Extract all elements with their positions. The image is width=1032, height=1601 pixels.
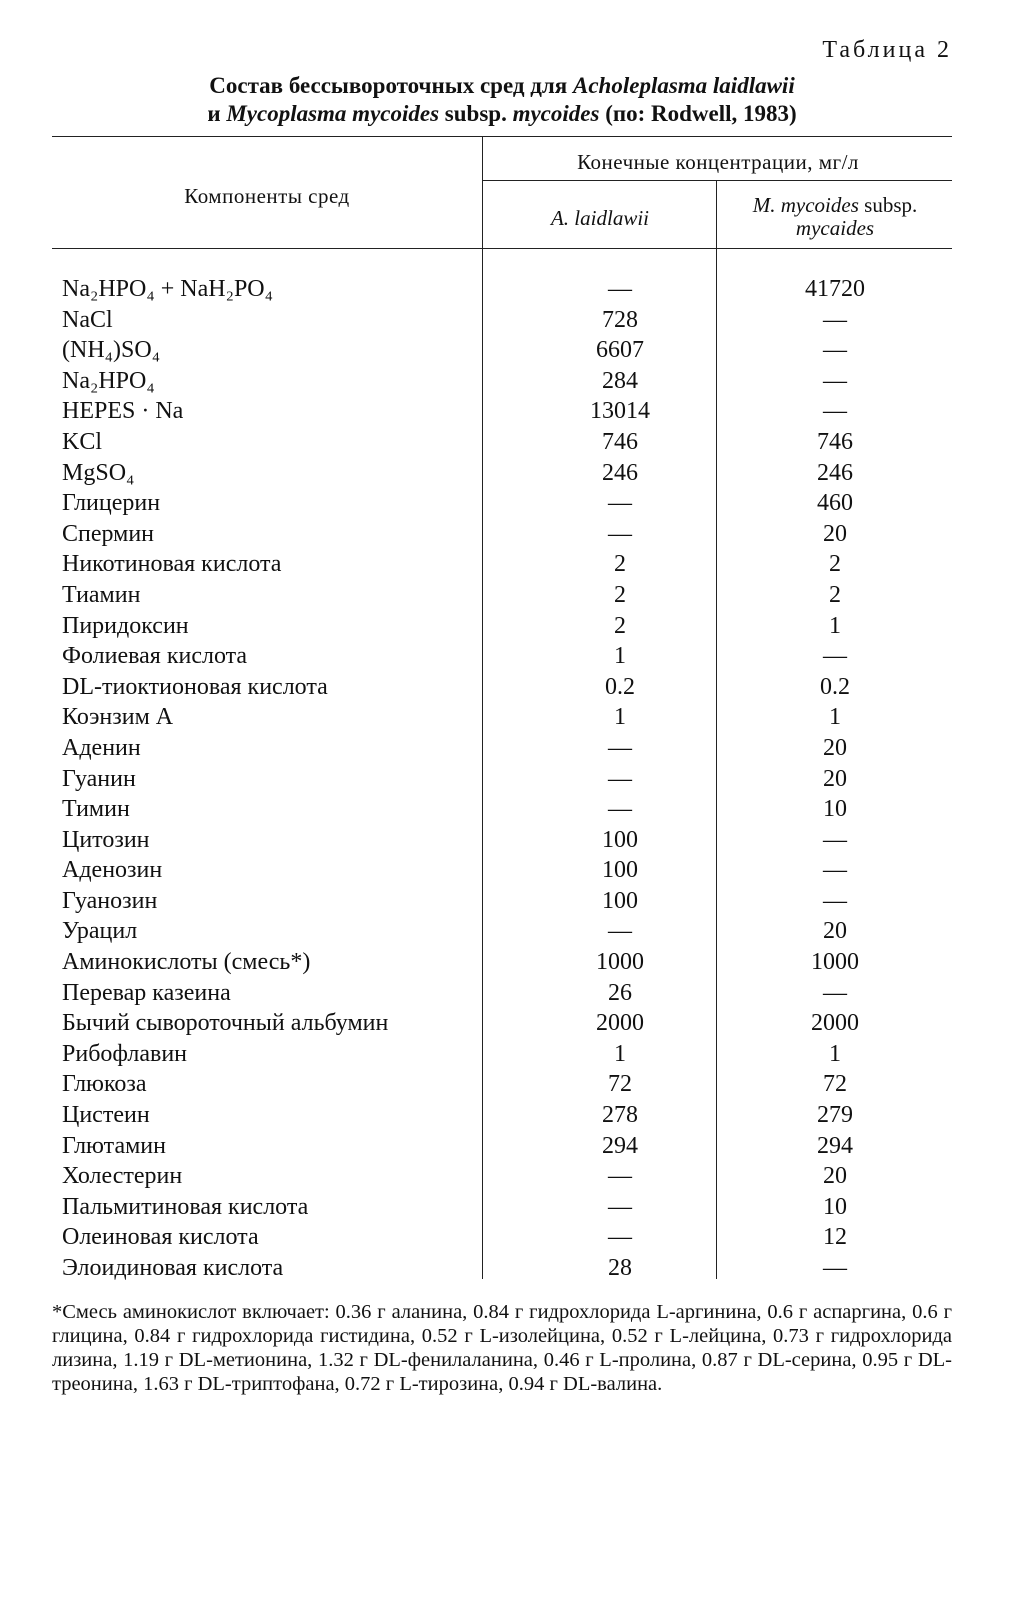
caption-line-1 xyxy=(52,72,952,100)
a-laidlawii-value: 100 xyxy=(602,887,638,914)
table-number: Таблица 2 xyxy=(822,37,952,63)
m-mycoides-value: — xyxy=(823,857,847,884)
m-mycoides-value: 10 xyxy=(823,1193,847,1220)
caption-species-m: Mycoplasma mycoides xyxy=(226,101,440,126)
component-name: Гуанозин xyxy=(62,887,158,914)
table-row xyxy=(52,916,952,947)
m-mycoides-value: 2 xyxy=(829,551,841,578)
m-mycoides-value: 746 xyxy=(817,428,853,455)
m-mycoides-value: 72 xyxy=(823,1071,847,1098)
a-laidlawii-value: 0.2 xyxy=(605,673,635,700)
component-name: Гуанин xyxy=(62,765,136,792)
table-row xyxy=(52,978,952,1009)
component-name: Рибофлавин xyxy=(62,1040,188,1067)
table-top-rule xyxy=(52,136,952,137)
component-name: Спермин xyxy=(62,520,155,547)
m-mycoides-value: 246 xyxy=(817,459,853,486)
caption-species-a: Acholeplasma laidlawii xyxy=(573,73,795,98)
caption-subspecies: mycoides xyxy=(512,101,600,126)
component-name: Глюкоза xyxy=(62,1071,147,1098)
header-m-line-2 xyxy=(718,217,952,240)
component-name: (NH₄)SO₄ xyxy=(62,337,161,364)
header-sub-rule xyxy=(482,180,952,181)
m-mycoides-value: 20 xyxy=(823,1163,847,1190)
component-name: Пальмитиновая кислота xyxy=(62,1193,309,1220)
component-name: Бычий сывороточный альбумин xyxy=(62,1010,389,1037)
table-row xyxy=(52,1253,952,1284)
m-mycoides-value: — xyxy=(823,306,847,333)
m-mycoides-value: — xyxy=(823,643,847,670)
header-bottom-rule xyxy=(52,248,952,249)
component-name: Перевар казеина xyxy=(62,979,231,1006)
a-laidlawii-value: 2 xyxy=(614,612,626,639)
caption-text: subsp. xyxy=(439,101,513,126)
table-row xyxy=(52,488,952,519)
caption-text: Состав бессывороточных сред для xyxy=(209,73,573,98)
m-mycoides-value: 20 xyxy=(823,918,847,945)
m-mycoides-value: 460 xyxy=(817,490,853,517)
m-mycoides-value: — xyxy=(823,826,847,853)
header-a-laidlawii: A. laidlawii xyxy=(550,206,649,230)
table-row xyxy=(52,1069,952,1100)
m-mycoides-value: — xyxy=(823,398,847,425)
m-mycoides-value: 20 xyxy=(823,765,847,792)
a-laidlawii-value: 246 xyxy=(602,459,638,486)
table-row xyxy=(52,672,952,703)
table-row xyxy=(52,611,952,642)
component-name: Олеиновая кислота xyxy=(62,1224,259,1251)
header-final-concentrations: Конечные концентрации, мг/л xyxy=(577,150,859,174)
table-row xyxy=(52,580,952,611)
a-laidlawii-value: 13014 xyxy=(590,398,650,425)
component-name: Урацил xyxy=(62,918,138,945)
a-laidlawii-value: 284 xyxy=(602,367,638,394)
component-name: KCl xyxy=(62,428,103,455)
table-body xyxy=(52,274,952,1284)
header-m-mycoides xyxy=(718,194,952,240)
component-name: Коэнзим A xyxy=(62,704,174,731)
table-row xyxy=(52,458,952,489)
a-laidlawii-value: 100 xyxy=(602,857,638,884)
component-name: Пиридоксин xyxy=(62,612,189,639)
table-row xyxy=(52,825,952,856)
table-row xyxy=(52,1192,952,1223)
m-mycoides-value: 2 xyxy=(829,581,841,608)
a-laidlawii-value: 294 xyxy=(602,1132,638,1159)
component-name: Тимин xyxy=(62,796,130,823)
component-name: Тиамин xyxy=(62,581,141,608)
table-row xyxy=(52,1008,952,1039)
caption-text: и xyxy=(207,101,227,126)
m-mycoides-value: 12 xyxy=(823,1224,847,1251)
table-row xyxy=(52,1161,952,1192)
table-row xyxy=(52,641,952,672)
a-laidlawii-value: — xyxy=(608,520,632,547)
table-row xyxy=(52,1039,952,1070)
m-mycoides-value: 294 xyxy=(817,1132,853,1159)
m-mycoides-value: — xyxy=(823,979,847,1006)
m-mycoides-value: — xyxy=(823,887,847,914)
table-row xyxy=(52,396,952,427)
a-laidlawii-value: 6607 xyxy=(596,337,644,364)
component-name: Na₂HPO₄ + NaH₂PO₄ xyxy=(62,276,273,302)
table-row xyxy=(52,519,952,550)
m-mycoides-value: 20 xyxy=(823,520,847,547)
a-laidlawii-value: 1 xyxy=(614,704,626,731)
component-name: Элоидиновая кислота xyxy=(62,1255,284,1281)
media-composition-table xyxy=(52,136,952,1279)
a-laidlawii-value: 1000 xyxy=(596,949,644,976)
component-name: Аденин xyxy=(62,734,141,761)
table-row xyxy=(52,1222,952,1253)
table-row xyxy=(52,305,952,336)
a-laidlawii-value: — xyxy=(608,765,632,792)
component-name: HEPES · Na xyxy=(62,398,184,425)
a-laidlawii-value: 1 xyxy=(614,1040,626,1067)
table-row xyxy=(52,274,952,305)
a-laidlawii-value: — xyxy=(608,796,632,823)
component-name: Никотиновая кислота xyxy=(62,551,282,578)
a-laidlawii-value: — xyxy=(608,1193,632,1220)
table-row xyxy=(52,427,952,458)
table-row xyxy=(52,733,952,764)
table-row xyxy=(52,335,952,366)
table-row xyxy=(52,702,952,733)
table-row xyxy=(52,947,952,978)
m-mycoides-value: 279 xyxy=(817,1102,853,1129)
component-name: Na₂HPO₄ xyxy=(62,367,155,394)
m-mycoides-value: 41720 xyxy=(805,276,865,302)
table-row xyxy=(52,366,952,397)
a-laidlawii-value: 2000 xyxy=(596,1010,644,1037)
a-laidlawii-value: 746 xyxy=(602,428,638,455)
component-name: Глютамин xyxy=(62,1132,166,1159)
table-row xyxy=(52,1100,952,1131)
a-laidlawii-value: — xyxy=(608,734,632,761)
a-laidlawii-value: — xyxy=(608,918,632,945)
a-laidlawii-value: 28 xyxy=(608,1255,632,1281)
m-mycoides-value: 2000 xyxy=(811,1010,859,1037)
table-row xyxy=(52,549,952,580)
m-mycoides-value: — xyxy=(823,367,847,394)
caption-line-2 xyxy=(52,100,952,128)
a-laidlawii-value: 26 xyxy=(608,979,632,1006)
m-mycoides-value: 1 xyxy=(829,704,841,731)
m-mycoides-value: 0.2 xyxy=(820,673,850,700)
m-mycoides-value: — xyxy=(823,1255,847,1281)
table-row xyxy=(52,794,952,825)
header-m-subspecies: mycaides xyxy=(795,216,875,240)
component-name: MgSO₄ xyxy=(62,459,135,486)
m-mycoides-value: 1 xyxy=(829,1040,841,1067)
component-name: Цистеин xyxy=(62,1102,150,1129)
component-name: NaCl xyxy=(62,306,113,333)
table-caption xyxy=(52,72,952,128)
footnote: *Смесь аминокислот включает: 0.36 г аланина, 0.84 г гидрохлорида L-аргинина, 0.6 г аспаргина, 0.6 г глицина, 0.84 г гидрохлорида гистидина, 0.52 г L-изолейцина, 0.52 г L-лейцина, 0.73 г гидрохлорида лизина, 1.19 г DL-метионина, 1.32 г DL-фенилаланина, 0.46 г L-пролина, 0.87 г DL-серина, 0.95 г DL-треонина, 1.63 г DL-триптофана, 0.72 г L-тирозина, 0.94 г DL-валина. xyxy=(52,1301,952,1395)
a-laidlawii-value: — xyxy=(608,490,632,517)
table-row xyxy=(52,886,952,917)
header-m-line-1 xyxy=(718,194,952,217)
component-name: Глицерин xyxy=(62,490,161,517)
table-row xyxy=(52,855,952,886)
component-name: Фолиевая кислота xyxy=(62,643,248,670)
component-name: DL-тиоктионовая кислота xyxy=(62,673,328,700)
table-row xyxy=(52,1131,952,1162)
a-laidlawii-value: 728 xyxy=(602,306,638,333)
component-name: Аденозин xyxy=(62,857,163,884)
a-laidlawii-value: 2 xyxy=(614,581,626,608)
a-laidlawii-value: 72 xyxy=(608,1071,632,1098)
m-mycoides-value: 1 xyxy=(829,612,841,639)
m-mycoides-value: — xyxy=(823,337,847,364)
a-laidlawii-value: 1 xyxy=(614,643,626,670)
table-row xyxy=(52,764,952,795)
m-mycoides-value: 20 xyxy=(823,734,847,761)
header-m-species: M. mycoides xyxy=(752,193,859,217)
header-m-subsp: subsp. xyxy=(858,193,918,217)
caption-source: (по: Rodwell, 1983) xyxy=(599,101,797,126)
component-name: Цитозин xyxy=(62,826,150,853)
component-name: Холестерин xyxy=(62,1163,183,1190)
component-name: Аминокислоты (смесь*) xyxy=(62,949,311,976)
m-mycoides-value: 1000 xyxy=(811,949,859,976)
a-laidlawii-value: — xyxy=(608,1163,632,1190)
a-laidlawii-value: — xyxy=(608,1224,632,1251)
a-laidlawii-value: 278 xyxy=(602,1102,638,1129)
a-laidlawii-value: 100 xyxy=(602,826,638,853)
a-laidlawii-value: — xyxy=(608,276,632,302)
a-laidlawii-value: 2 xyxy=(614,551,626,578)
m-mycoides-value: 10 xyxy=(823,796,847,823)
header-components: Компоненты сред xyxy=(184,184,350,208)
